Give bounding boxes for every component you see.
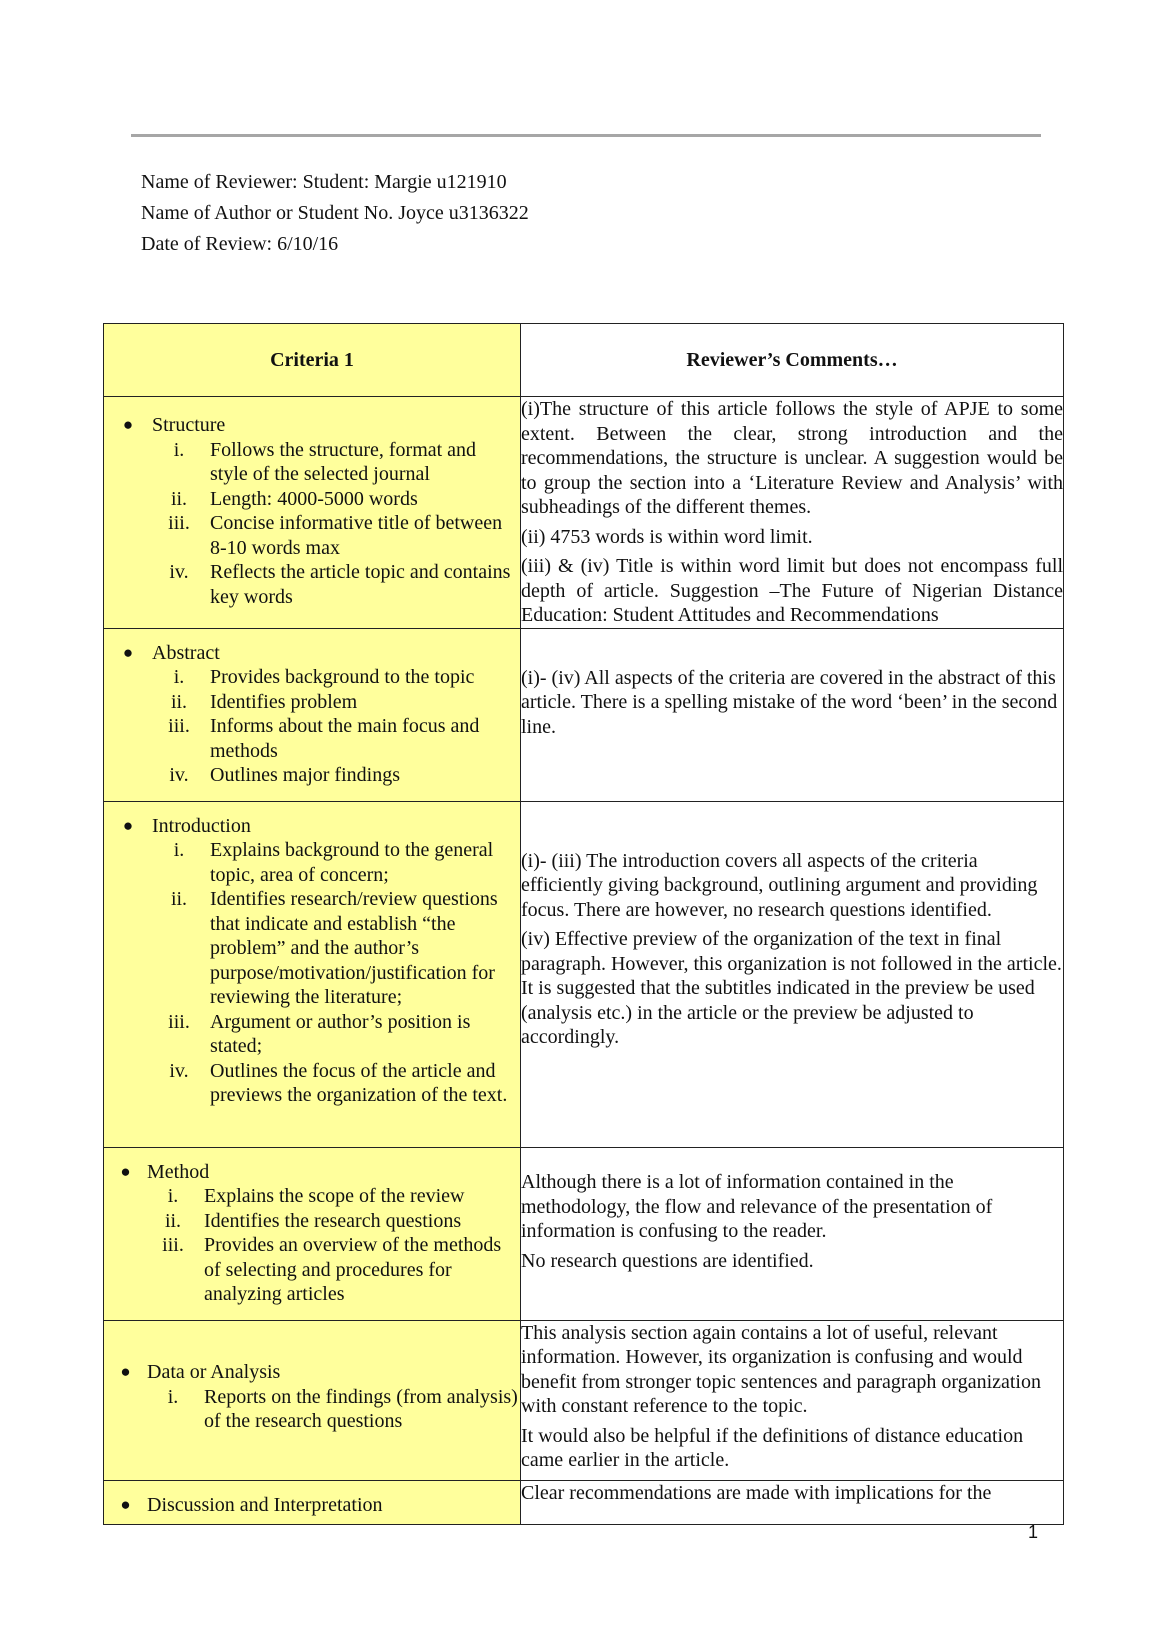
table-row-structure xyxy=(104,397,1064,629)
comment-paragraph: (i)- (iii) The introduction covers all aspects of the criteria efficiently giving background, outlining argument and providing focus. There are however, no research questions identified. xyxy=(521,849,1038,921)
review-table xyxy=(103,323,1064,1525)
comment-cell-abstract xyxy=(521,628,1064,801)
list-item: Provides background to the topic xyxy=(210,666,475,688)
item-number: ii. xyxy=(170,487,188,510)
table-row-discussion xyxy=(104,1480,1064,1524)
criteria-title: Introduction xyxy=(152,814,251,837)
criteria-cell-discussion xyxy=(104,1480,521,1524)
item-number: iii. xyxy=(168,715,190,737)
list-item: Explains the scope of the review xyxy=(204,1185,465,1207)
item-number: i. xyxy=(167,1385,179,1408)
criteria-cell-abstract xyxy=(104,628,521,801)
review-metadata xyxy=(141,167,529,260)
review-date: Date of Review: 6/10/16 xyxy=(141,233,339,255)
criteria-title: Method xyxy=(147,1160,210,1183)
criteria-header: Criteria 1 xyxy=(104,324,521,397)
comment-paragraph: No research questions are identified. xyxy=(521,1249,814,1272)
comment-cell-introduction xyxy=(521,801,1064,1147)
bullet-icon: ● xyxy=(120,1362,131,1382)
comment-paragraph: This analysis section again contains a lot of useful, relevant information. However, its organization is confusing and would benefit from stronger topic sentences and paragraph organization with constant reference to the topic. xyxy=(521,1321,1041,1417)
criteria-title: Abstract xyxy=(152,641,220,664)
item-number: iii. xyxy=(168,512,190,534)
table-row-abstract xyxy=(104,628,1064,801)
list-item: Outlines major findings xyxy=(210,764,400,786)
header-rule xyxy=(131,134,1041,137)
list-item: Follows the structure, format and style of the selected journal xyxy=(210,438,477,485)
list-item: Reports on the findings (from analysis) of the research questions xyxy=(204,1385,518,1433)
item-number: i. xyxy=(173,438,185,461)
comment-paragraph: (i)- (iv) All aspects of the criteria are covered in the abstract of this article. There is a spelling mistake of the word ‘been’ in the second line. xyxy=(521,666,1058,738)
comment-paragraph: Although there is a lot of information contained in the methodology, the flow and relevance of the presentation of information is confusing to the reader. xyxy=(521,1171,993,1242)
table-row-method xyxy=(104,1147,1064,1320)
list-item: Length: 4000-5000 words xyxy=(210,487,418,510)
item-number: ii. xyxy=(170,888,188,910)
comment-paragraph: (iv) Effective preview of the organization of the text in final paragraph. However, this organization is not followed in the article. It is suggested that the subtitles indicated in the preview be used (analysis etc.) in the article or the preview be adjusted to accordingly. xyxy=(521,928,1062,1048)
comment-paragraph: (iii) & (iv) Title is within word limit but does not encompass full depth of article. Suggestion –The Future of Nigerian Distance Education: Student Attitudes and Recommendations xyxy=(521,555,1063,626)
bullet-icon: ● xyxy=(122,415,134,434)
list-item: Argument or author’s position is stated; xyxy=(210,1010,471,1057)
list-item: Explains background to the general topic, area of concern; xyxy=(210,839,494,886)
comment-paragraph: It would also be helpful if the definitions of distance education came earlier in the article. xyxy=(521,1424,1024,1471)
reviewer-name: Name of Reviewer: Student: Margie u121910 xyxy=(141,171,507,193)
list-item: Identifies problem xyxy=(210,690,358,713)
comment-cell-method xyxy=(521,1147,1064,1320)
comment-cell-discussion xyxy=(521,1480,1064,1524)
criteria-cell-introduction xyxy=(104,801,521,1147)
bullet-icon: ● xyxy=(122,815,134,835)
criteria-cell-method xyxy=(104,1147,521,1320)
bullet-icon: ● xyxy=(122,642,134,662)
comment-cell-structure xyxy=(521,397,1064,629)
comment-paragraph: Clear recommendations are made with implications for the xyxy=(521,1481,992,1504)
item-number: iv. xyxy=(169,561,189,583)
table-row-introduction xyxy=(104,801,1064,1147)
criteria-title: Structure xyxy=(152,414,226,436)
criteria-title: Discussion and Interpretation xyxy=(147,1493,383,1516)
item-number: iii. xyxy=(162,1234,184,1256)
item-number: i. xyxy=(167,1185,179,1207)
list-item: Informs about the main focus and methods xyxy=(210,715,480,762)
item-number: ii. xyxy=(164,1209,182,1232)
bullet-icon: ● xyxy=(120,1161,131,1181)
list-item: Reflects the article topic and contains key words xyxy=(210,561,511,608)
list-item: Concise informative title of between 8-10 words max xyxy=(210,512,503,559)
comments-header: Reviewer’s Comments… xyxy=(521,324,1064,397)
table-header-row xyxy=(104,324,1064,397)
author-name: Name of Author or Student No. Joyce u3136322 xyxy=(141,202,529,224)
comment-paragraph: (i)The structure of this article follows the style of APJE to some extent. Between the clear, strong introduction and the recommendations, the structure is unclear. A suggestion would be to group the section into a ‘Literature Review and Analysis’ with subheadings of the different themes. xyxy=(521,398,1063,518)
comment-cell-analysis xyxy=(521,1320,1064,1480)
page-number: 1 xyxy=(1028,1522,1039,1542)
list-item: Outlines the focus of the article and previews the organization of the text. xyxy=(210,1059,508,1106)
item-number: iv. xyxy=(169,764,189,786)
list-item: Identifies research/review questions that indicate and establish “the problem” and the author’s purpose/motivation/justification for reviewing the literature; xyxy=(210,888,498,1008)
item-number: i. xyxy=(173,666,185,688)
list-item: Provides an overview of the methods of selecting and procedures for analyzing articles xyxy=(204,1234,502,1305)
bullet-icon: ● xyxy=(120,1494,131,1514)
table-row-analysis xyxy=(104,1320,1064,1480)
item-number: iv. xyxy=(169,1059,189,1082)
criteria-cell-structure xyxy=(104,397,521,629)
criteria-title: Data or Analysis xyxy=(147,1361,281,1384)
comment-paragraph: (ii) 4753 words is within word limit. xyxy=(521,525,813,548)
criteria-cell-analysis xyxy=(104,1320,521,1480)
item-number: i. xyxy=(173,839,185,861)
item-number: ii. xyxy=(170,690,188,713)
item-number: iii. xyxy=(168,1010,190,1033)
list-item: Identifies the research questions xyxy=(204,1209,462,1232)
